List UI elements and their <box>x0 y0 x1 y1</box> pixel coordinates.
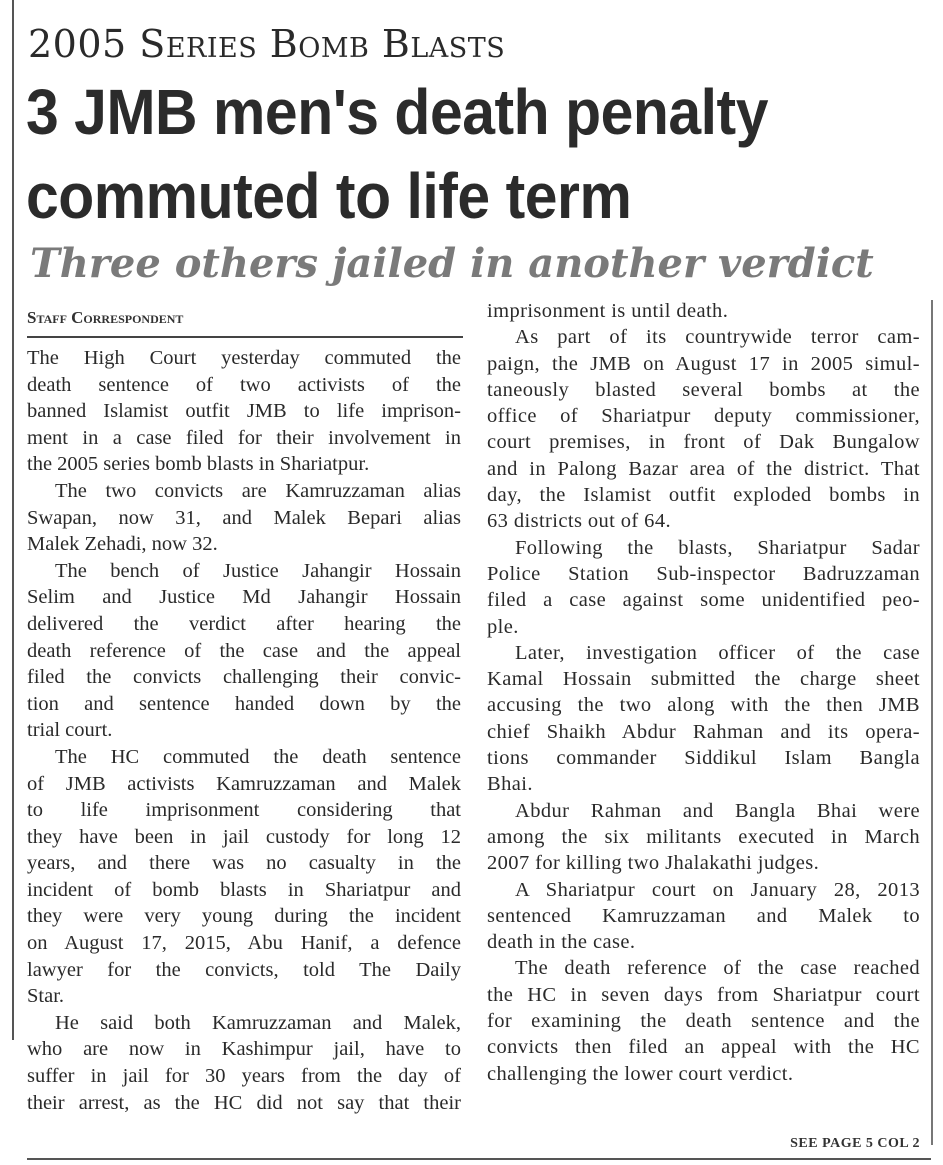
paragraph <box>27 558 461 744</box>
text-line: who are now in Kashimpur jail, have to <box>27 1038 461 1061</box>
text-line: death in the case. <box>487 931 636 954</box>
text-line: The High Court yesterday commuted the <box>27 347 461 369</box>
text-line: delivered the verdict after hearing the <box>27 612 461 635</box>
paragraph <box>487 324 920 534</box>
paragraph <box>27 1010 461 1116</box>
text-line: 2007 for killing two Jhalakathi judges. <box>487 852 820 875</box>
right-border-rule <box>931 300 933 1145</box>
text-line: filed the convicts challenging their convic- <box>27 666 461 689</box>
text-line: office of Shariatpur deputy commissioner, <box>487 405 920 428</box>
text-line: tion and sentence handed down by the <box>27 692 461 715</box>
text-line: He said both Kamruzzaman and Malek, <box>55 1011 461 1034</box>
text-line: court premises, in front of Dak Bungalow <box>487 431 920 454</box>
text-line: convicts then filed an appeal with the HC <box>487 1036 920 1059</box>
paragraph <box>487 877 920 956</box>
text-line: The death reference of the case reached <box>515 957 920 980</box>
text-line: they have been in jail custody for long 12 <box>27 825 461 848</box>
text-line: the 2005 series bomb blasts in Shariatpur. <box>27 453 370 476</box>
text-line: taneously blasted several bombs at the <box>487 378 920 401</box>
text-line: banned Islamist outfit JMB to life imprison- <box>27 400 461 423</box>
text-line: to life imprisonment considering that <box>27 799 461 822</box>
paragraph <box>487 798 920 877</box>
text-line: Following the blasts, Shariatpur Sadar <box>515 536 920 559</box>
text-line: 63 districts out of 64. <box>487 510 672 533</box>
headline-line: 3 JMB men's death penalty <box>26 76 768 148</box>
paragraph <box>487 640 920 798</box>
text-line: challenging the lower court verdict. <box>487 1062 794 1085</box>
kicker: 2005 Series Bomb Blasts <box>28 22 506 66</box>
text-line: ple. <box>487 615 519 638</box>
text-line: As part of its countrywide terror cam- <box>515 326 920 349</box>
text-line: trial court. <box>27 719 113 742</box>
text-line: Bhai. <box>487 773 533 796</box>
paragraph <box>487 955 920 1086</box>
text-line: ment in a case filed for their involvement in <box>27 426 461 449</box>
article-column-left <box>27 345 461 1116</box>
text-line: Kamal Hossain submitted the charge sheet <box>487 668 920 691</box>
text-line: among the six militants executed in March <box>487 825 920 848</box>
text-line: the HC in seven days from Shariatpur court <box>487 983 920 1006</box>
article-column-right <box>487 298 920 1087</box>
text-line: death sentence of two activists of the <box>27 373 461 396</box>
text-line: on August 17, 2015, Abu Hanif, a defence <box>27 932 461 955</box>
text-line: Star. <box>27 985 65 1008</box>
text-line: filed a case against some unidentified peo- <box>487 589 920 612</box>
text-line: accusing the two along with the then JMB <box>487 694 920 717</box>
byline-divider <box>27 336 463 338</box>
text-line: suffer in jail for 30 years from the day of <box>27 1065 461 1088</box>
text-line: The two convicts are Kamruzzaman alias <box>55 479 461 502</box>
left-border-rule <box>12 0 14 1040</box>
bottom-rule <box>27 1158 931 1160</box>
text-line: lawyer for the convicts, told The Daily <box>27 958 461 981</box>
text-line: The bench of Justice Jahangir Hossain <box>55 559 461 582</box>
continuation-jump: SEE PAGE 5 COL 2 <box>790 1136 920 1151</box>
text-line: they were very young during the incident <box>27 905 461 928</box>
text-line: day, the Islamist outfit exploded bombs in <box>487 484 920 507</box>
text-line: years, and there was no casualty in the <box>27 852 461 875</box>
paragraph <box>27 478 461 558</box>
text-line: death reference of the case and the appeal <box>27 639 461 662</box>
byline: Staff Correspondent <box>27 308 184 327</box>
headline-line: commuted to life term <box>26 160 632 232</box>
text-line: and in Palong Bazar area of the district. That <box>487 457 920 480</box>
text-line: their arrest, as the HC did not say that their <box>27 1091 461 1114</box>
text-line: for examining the death sentence and the <box>487 1010 920 1033</box>
text-line: Swapan, now 31, and Malek Bepari alias <box>27 506 461 529</box>
subhead: Three others jailed in another verdict <box>30 240 874 287</box>
text-line: A Shariatpur court on January 28, 2013 <box>515 878 920 901</box>
paragraph <box>487 535 920 640</box>
text-line: Police Station Sub-inspector Badruzzaman <box>487 562 920 585</box>
text-line: of JMB activists Kamruzzaman and Malek <box>27 772 461 795</box>
text-line: Abdur Rahman and Bangla Bhai were <box>515 799 920 822</box>
text-line: Later, investigation officer of the case <box>515 641 920 664</box>
text-line: paign, the JMB on August 17 in 2005 simul- <box>487 352 920 375</box>
text-line: tions commander Siddikul Islam Bangla <box>487 747 920 770</box>
headline <box>26 70 936 238</box>
paragraph <box>27 345 461 478</box>
paragraph <box>487 298 920 324</box>
paragraph <box>27 744 461 1010</box>
text-line: incident of bomb blasts in Shariatpur and <box>27 878 461 901</box>
text-line: sentenced Kamruzzaman and Malek to <box>487 904 920 927</box>
text-line: Malek Zehadi, now 32. <box>27 533 218 556</box>
text-line: The HC commuted the death sentence <box>55 745 461 768</box>
text-line: imprisonment is until death. <box>487 300 729 322</box>
text-line: Selim and Justice Md Jahangir Hossain <box>27 586 461 609</box>
text-line: chief Shaikh Abdur Rahman and its opera- <box>487 720 920 743</box>
